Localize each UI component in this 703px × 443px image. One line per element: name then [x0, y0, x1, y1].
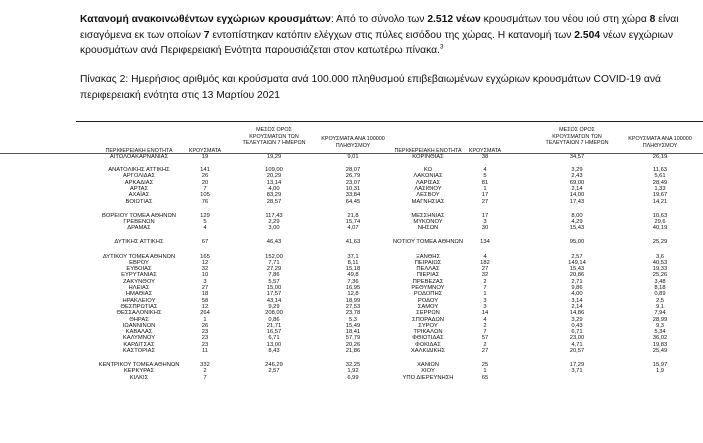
region-name: ΣΥΡΟΥ — [418, 322, 438, 329]
avg7-value: 69,00 — [569, 179, 585, 186]
avg7-value: 2,14 — [571, 303, 583, 310]
cases-count: 3 — [483, 297, 487, 304]
avg7-value: 3,29 — [571, 316, 583, 323]
per100k-value: 7,36 — [347, 278, 359, 285]
region-name: ΚΑΣΤΟΡΙΑΣ — [122, 348, 156, 354]
region-name: ΜΥΚΟΝΟΥ — [413, 219, 443, 225]
per100k-value: 25,26 — [652, 272, 668, 279]
per100k-value: 8,18 — [654, 285, 666, 291]
avg7-value: 8,43 — [268, 348, 280, 354]
region-name: ΚΟΡΙΝΘΙΑΣ — [412, 154, 444, 160]
per100k-value: 15,49 — [345, 322, 361, 329]
cases-count: 3 — [483, 219, 487, 225]
avg7-value: 20,86 — [569, 272, 585, 279]
avg7-value: 2,14 — [571, 186, 583, 192]
cases-count: 4 — [483, 253, 487, 260]
region-name: ΑΡΚΑΔΙΑΣ — [124, 179, 154, 186]
per100k-value: 23,78 — [345, 310, 361, 317]
region-name: ΗΛΕΙΑΣ — [128, 285, 150, 291]
region-name: ΕΒΡΟΥ — [129, 259, 149, 266]
cases-count: 182 — [480, 259, 490, 266]
header-region-left: ΠΕΡΙΦΕΡΕΙΑΚΗ ΕΝΟΤΗΤΑ — [105, 148, 173, 154]
cases-count: 2 — [203, 368, 207, 375]
table-row — [0, 239, 703, 246]
avg7-value: 8,00 — [571, 212, 583, 219]
avg7-value: 3,14 — [571, 297, 583, 304]
region-name: ΑΙΤΩΛΟΑΚΑΡΝΑΝΙΑΣ — [109, 154, 169, 160]
cases-count: 2 — [483, 278, 487, 285]
cases-count: 10 — [201, 272, 209, 279]
cases-count: 17 — [481, 212, 489, 219]
header-cases-right: ΚΡΟΥΣΜΑΤΑ — [468, 148, 502, 154]
cases-count: 76 — [201, 198, 209, 205]
avg7-value: 2,71 — [571, 278, 583, 285]
per100k-value: 18,41 — [345, 329, 361, 336]
per100k-value: 28,49 — [652, 179, 668, 186]
cases-count: 141 — [200, 167, 210, 174]
avg7-value: 21,71 — [266, 322, 282, 329]
avg7-value: 17,29 — [569, 362, 585, 369]
avg7-value: 34,57 — [569, 154, 585, 160]
region-name: ΔΥΤΙΚΟΥ ΤΟΜΕΑ ΑΘΗΝΩΝ — [102, 253, 176, 260]
header-region-right: ΠΕΡΙΦΕΡΕΙΑΚΗ ΕΝΟΤΗΤΑ — [394, 148, 462, 154]
region-name: ΓΡΕΒΕΝΩΝ — [123, 219, 155, 225]
avg7-value: 0,43 — [571, 322, 583, 329]
header-avg7-left: ΜΕΣΟΣ ΟΡΟΣ ΚΡΟΥΣΜΑΤΩΝ ΤΩΝ ΤΕΛΕΥΤΑΙΩΝ 7 ΗΜΕΡΩΝ — [242, 127, 306, 147]
table-row — [0, 375, 703, 382]
avg7-value: 208,00 — [265, 310, 283, 317]
cases-count: 2 — [483, 341, 487, 348]
per100k-value: 21,86 — [345, 348, 361, 354]
avg7-value: 17,43 — [569, 198, 585, 205]
per100k-value: 16,95 — [345, 285, 361, 291]
cases-count: 1 — [203, 316, 207, 323]
per100k-value: 20,26 — [345, 341, 361, 348]
cases-count: 27 — [481, 198, 489, 205]
per100k-value: 2,5 — [655, 297, 665, 304]
cases-count: 129 — [200, 212, 210, 219]
intro-number: 8 — [649, 14, 656, 25]
region-name: ΕΥΒΟΙΑΣ — [126, 266, 152, 273]
table-row — [0, 199, 703, 206]
cases-count: 38 — [481, 154, 489, 160]
per100k-value: 27,53 — [345, 303, 361, 310]
avg7-value: 14,86 — [569, 310, 585, 317]
cases-count: 58 — [201, 297, 209, 304]
cases-count: 7 — [483, 329, 487, 336]
region-name: ΒΟΡΕΙΟΥ ΤΟΜΕΑ ΑΘΗΝΩΝ — [102, 212, 176, 219]
per100k-value: 33,84 — [345, 192, 361, 199]
cases-count: 65 — [481, 374, 489, 381]
region-name: ΚΕΝΤΡΙΚΟΥ ΤΟΜΕΑ ΑΘΗΝΩΝ — [98, 362, 180, 369]
avg7-value: 20,57 — [569, 348, 585, 354]
table-top-rule — [76, 121, 703, 122]
region-name: ΚΑΛΥΜΝΟΥ — [122, 335, 156, 342]
per100k-value: 21,8 — [347, 212, 359, 219]
intro-text: νέων εγχώριων κρουσμάτων ανά Περιφερειακή Ενότητα παρουσιάζεται στον κατωτέρω πίνακα. — [80, 29, 673, 56]
cases-count: 7 — [483, 285, 487, 291]
cases-count: 5 — [483, 173, 487, 180]
avg7-value: 4,00 — [268, 186, 280, 192]
cases-count: 4 — [483, 316, 487, 323]
table-row — [0, 348, 703, 355]
region-name: ΠΕΙΡΑΙΩΣ — [414, 259, 442, 266]
header-per100k-left: ΚΡΟΥΣΜΑΤΑ ΑΝΑ 100000 ΠΛΗΘΥΣΜΟΥ — [321, 136, 385, 149]
region-name: ΗΜΑΘΙΑΣ — [125, 291, 153, 298]
avg7-value: 83,29 — [266, 192, 282, 199]
per100k-value: 40,53 — [652, 259, 668, 266]
intro-text: κρουσμάτων του νέου ιού στη χώρα — [480, 14, 650, 25]
region-name: ΠΡΕΒΕΖΑΣ — [412, 278, 444, 285]
region-name: ΡΟΔΟΥ — [417, 297, 439, 304]
region-name: ΦΩΚΙΔΑΣ — [415, 341, 441, 348]
header-cases-left: ΚΡΟΥΣΜΑΤΑ — [188, 148, 222, 154]
region-name: ΧΑΝΙΩΝ — [416, 362, 440, 369]
per100k-value: 19,33 — [652, 266, 668, 273]
per100k-value: 26,79 — [345, 173, 361, 180]
region-name: ΚΩ — [423, 167, 433, 174]
region-name: ΔΡΑΜΑΣ — [127, 225, 151, 232]
cases-count: 14 — [481, 310, 489, 317]
avg7-value: 4,71 — [571, 341, 583, 348]
cases-count: 23 — [201, 329, 209, 336]
region-name: ΛΑΣΙΘΙΟΥ — [414, 186, 442, 192]
per100k-value: 15,97 — [652, 362, 668, 369]
region-name: ΑΡΤΑΣ — [129, 186, 149, 192]
avg7-value: 5,57 — [268, 278, 280, 285]
region-name: ΕΥΡΥΤΑΝΙΑΣ — [121, 272, 157, 279]
cases-count: 134 — [480, 239, 490, 246]
per100k-value: 6,99 — [347, 374, 359, 381]
region-name: ΑΡΓΟΛΙΔΑΣ — [122, 173, 156, 180]
cases-count: 27 — [481, 266, 489, 273]
region-name: ΦΘΙΩΤΙΔΑΣ — [412, 335, 444, 342]
avg7-value: 109,00 — [265, 167, 283, 174]
region-name: ΡΕΘΥΜΝΟΥ — [411, 285, 445, 291]
avg7-value: 152,00 — [265, 253, 283, 260]
per100k-value: 12,8 — [347, 291, 359, 298]
table-row — [0, 153, 703, 161]
per100k-value: 40,19 — [652, 225, 668, 232]
avg7-value: 15,43 — [569, 225, 585, 232]
per100k-value: 4,07 — [347, 225, 359, 232]
intro-number: 2.504 — [574, 29, 601, 41]
avg7-value: 149,14 — [568, 259, 586, 266]
per100k-value: 64,45 — [345, 198, 361, 205]
region-name: ΤΡΙΚΑΛΩΝ — [413, 329, 443, 336]
cases-count: 3 — [203, 278, 207, 285]
per100k-value: 5,3 — [348, 316, 358, 323]
per100k-value: 9,01 — [347, 154, 359, 160]
avg7-value: 7,71 — [268, 259, 280, 266]
cases-count: 105 — [200, 192, 210, 199]
footnote-marker: 3 — [439, 43, 444, 51]
region-name: ΜΑΓΝΗΣΙΑΣ — [411, 198, 445, 205]
avg7-value: 246,29 — [265, 362, 283, 369]
cases-count: 19 — [201, 154, 209, 160]
avg7-value: 15,43 — [569, 266, 585, 273]
region-name: ΚΙΛΚΙΣ — [129, 374, 149, 381]
cases-count: 1 — [483, 291, 487, 298]
intro-text: εντοπίστηκαν κατόπιν ελέγχων στις πύλες εισόδου της χώρας. Η κατανομή των — [209, 29, 575, 41]
avg7-value: 23,00 — [569, 335, 585, 342]
avg7-value: 20,29 — [266, 173, 282, 180]
region-name: ΣΑΜΟΥ — [417, 303, 439, 310]
per100k-value: 5,34 — [654, 329, 666, 336]
per100k-value: 7,94 — [654, 310, 666, 317]
per100k-value: 23,07 — [345, 179, 361, 186]
intro-number: 7 — [203, 29, 210, 41]
header-per100k-right: ΚΡΟΥΣΜΑΤΑ ΑΝΑ 100000 ΠΛΗΘΥΣΜΟΥ — [628, 136, 692, 149]
per100k-value: 5,61 — [654, 173, 666, 180]
intro-title: Κατανομή ανακοινωθέντων εγχώριων κρουσμάτων — [80, 14, 331, 25]
avg7-value: 28,57 — [266, 198, 282, 205]
cases-count: 17 — [481, 192, 489, 199]
avg7-value: 16,57 — [266, 329, 282, 336]
cases-count: 57 — [481, 335, 489, 342]
per100k-value: 3,48 — [654, 278, 666, 285]
region-name: ΗΡΑΚΛΕΙΟΥ — [122, 297, 156, 304]
region-name: ΘΕΣΠΡΩΤΙΑΣ — [120, 303, 158, 310]
region-name: ΘΕΣΣΑΛΟΝΙΚΗΣ — [116, 310, 162, 317]
cases-count: 26 — [201, 173, 209, 180]
avg7-value: 43,14 — [266, 297, 282, 304]
avg7-value: 4,29 — [571, 219, 583, 225]
per100k-value: 8,11 — [347, 259, 359, 266]
region-name: ΘΗΡΑΣ — [129, 316, 149, 323]
per100k-value: 3,6 — [655, 253, 665, 260]
avg7-value: 6,71 — [571, 329, 583, 336]
cases-count: 1 — [483, 368, 487, 375]
avg7-value: 3,00 — [268, 225, 280, 232]
avg7-value: 13,14 — [266, 179, 282, 186]
region-name: ΒΟΙΩΤΙΑΣ — [125, 198, 153, 205]
region-name: ΡΟΔΟΠΗΣ — [413, 291, 443, 298]
intro-number: 2.512 νέων — [427, 14, 481, 25]
per100k-value: 0,89 — [654, 291, 666, 298]
avg7-value: 6,71 — [268, 335, 280, 342]
cases-count: 27 — [481, 348, 489, 354]
region-name: ΠΕΛΛΑΣ — [416, 266, 440, 273]
per100k-value: 41,63 — [345, 239, 361, 246]
per100k-value: 29,6 — [654, 219, 666, 225]
cases-count: 81 — [481, 179, 489, 186]
per100k-value: 25,49 — [652, 348, 668, 354]
region-name: ΚΕΡΚΥΡΑΣ — [123, 368, 155, 375]
region-name: ΞΑΝΘΗΣ — [415, 253, 441, 260]
per100k-value: 11,63 — [652, 167, 668, 174]
cases-count: 32 — [481, 272, 489, 279]
region-name: ΠΙΕΡΙΑΣ — [416, 272, 440, 279]
region-name: ΣΕΡΡΩΝ — [416, 310, 440, 317]
avg7-value: 9,86 — [571, 285, 583, 291]
cases-count: 11 — [201, 348, 209, 354]
per100k-value: 32,25 — [345, 362, 361, 369]
avg7-value: 7,86 — [268, 272, 280, 279]
per100k-value: 57,79 — [345, 335, 361, 342]
per100k-value: 1,33 — [654, 186, 666, 192]
per100k-value: 10,63 — [652, 212, 668, 219]
cases-count: 2 — [483, 322, 487, 329]
per100k-value: 37,1 — [347, 253, 359, 260]
avg7-value: 17,57 — [266, 291, 282, 298]
region-name: ΖΑΚΥΝΘΟΥ — [122, 278, 156, 285]
cases-count: 7 — [203, 374, 207, 381]
avg7-value: 95,00 — [569, 239, 585, 246]
intro-paragraph — [80, 12, 700, 59]
avg7-value: 117,43 — [265, 212, 283, 219]
cases-count: 23 — [201, 335, 209, 342]
cases-count: 3 — [483, 303, 487, 310]
per100k-value: 49,8 — [347, 272, 359, 279]
region-name: ΣΠΟΡΑΔΩΝ — [412, 316, 444, 323]
per100k-value: 10,31 — [345, 186, 361, 192]
cases-count: 4 — [483, 167, 487, 174]
avg7-value: 15,00 — [266, 285, 282, 291]
region-name: ΚΑΡΔΙΤΣΑΣ — [123, 341, 155, 348]
avg7-value: 2,43 — [571, 173, 583, 180]
per100k-value: 25,29 — [652, 239, 668, 246]
region-name: ΝΟΤΙΟΥ ΤΟΜΕΑ ΑΘΗΝΩΝ — [392, 239, 464, 246]
table-caption: Πίνακας 2: Ημερήσιος αριθμός και κρούσματα ανά 100.000 πληθυσμού επιβεβαιωμένων εγχώριων κρουσμάτων COVID-19 ανά περιφερειακή ενότητα στις 13 Μαρτίου 2021 — [80, 74, 661, 101]
region-name: ΑΧΑΪΑΣ — [128, 192, 150, 199]
cases-count: 4 — [203, 225, 207, 232]
avg7-value: 14,00 — [569, 192, 585, 199]
per100k-value: 9,3 — [655, 322, 665, 329]
cases-count: 27 — [201, 285, 209, 291]
per100k-value: 36,02 — [652, 335, 668, 342]
avg7-value: 19,29 — [266, 154, 282, 160]
cases-count: 12 — [201, 303, 209, 310]
avg7-value: 3,29 — [571, 167, 583, 174]
per100k-value: 15,18 — [345, 266, 361, 273]
region-name: ΛΕΣΒΟΥ — [416, 192, 440, 199]
region-name: ΛΑΚΩΝΙΑΣ — [413, 173, 443, 180]
per100k-value: 28,07 — [345, 167, 361, 174]
region-name: ΛΑΡΙΣΑΣ — [415, 179, 441, 186]
avg7-value: 46,43 — [266, 239, 282, 246]
region-name: ΝΗΣΩΝ — [417, 225, 439, 232]
cases-count: 5 — [203, 219, 207, 225]
region-name: ΑΝΑΤΟΛΙΚΗΣ ΑΤΤΙΚΗΣ — [108, 167, 170, 174]
table-row — [0, 225, 703, 232]
per100k-value: 14,21 — [652, 198, 668, 205]
avg7-value: 2,29 — [268, 219, 280, 225]
avg7-value: 4,00 — [571, 291, 583, 298]
cases-count: 264 — [200, 310, 210, 317]
cases-count: 332 — [200, 362, 210, 369]
cases-count: 1 — [483, 186, 487, 192]
intro-text: : Από το σύνολο των — [330, 14, 428, 25]
per100k-value: 1,9 — [655, 368, 665, 375]
per100k-value: 28,99 — [652, 316, 668, 323]
cases-count: 165 — [200, 253, 210, 260]
per100k-value: 19,83 — [652, 341, 668, 348]
region-name: ΚΑΒΑΛΑΣ — [125, 329, 153, 336]
cases-count: 32 — [201, 266, 209, 273]
avg7-value: 2,57 — [571, 253, 583, 260]
cases-count: 26 — [201, 322, 209, 329]
avg7-value: 9,29 — [268, 303, 280, 310]
avg7-value: 3,71 — [571, 368, 583, 375]
per100k-value: 26,19 — [652, 154, 668, 160]
cases-count: 25 — [481, 362, 489, 369]
per100k-value: 1,92 — [347, 368, 359, 375]
cases-count: 20 — [201, 179, 209, 186]
cases-count: 12 — [201, 259, 209, 266]
region-name: ΥΠΟ ΔΙΕΡΕΥΝΗΣΗ — [402, 374, 454, 381]
cases-count: 30 — [481, 225, 489, 232]
cases-count: 7 — [203, 186, 207, 192]
region-name: ΧΙΟΥ — [421, 368, 435, 375]
cases-count: 67 — [201, 239, 209, 246]
region-name: ΙΩΑΝΝΙΝΩΝ — [122, 322, 156, 329]
avg7-value: 2,57 — [268, 368, 280, 375]
avg7-value: 13,00 — [266, 341, 282, 348]
region-name: ΜΕΣΣΗΝΙΑΣ — [411, 212, 445, 219]
per100k-value: 19,67 — [652, 192, 668, 199]
per100k-value: 9,1 — [655, 303, 665, 310]
region-name: ΔΥΤΙΚΗΣ ΑΤΤΙΚΗΣ — [114, 239, 164, 246]
avg7-value: 27,29 — [266, 266, 282, 273]
header-avg7-right: ΜΕΣΟΣ ΟΡΟΣ ΚΡΟΥΣΜΑΤΩΝ ΤΩΝ ΤΕΛΕΥΤΑΙΩΝ 7 ΗΜΕΡΩΝ — [545, 127, 609, 147]
region-name: ΧΑΛΚΙΔΙΚΗΣ — [410, 348, 446, 354]
per100k-value: 15,74 — [345, 219, 361, 225]
cases-count: 18 — [201, 291, 209, 298]
per100k-value: 18,99 — [345, 297, 361, 304]
avg7-value: 0,86 — [268, 316, 280, 323]
intro-text: είναι εισαγόμενα εκ των οποίων — [80, 14, 679, 41]
cases-count: 23 — [201, 341, 209, 348]
